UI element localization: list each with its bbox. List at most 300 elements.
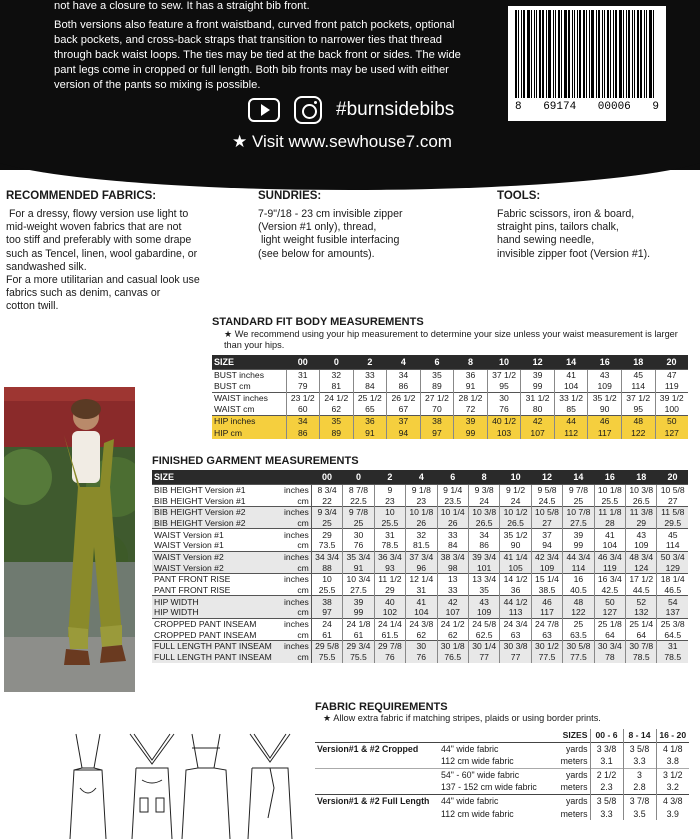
table-cell: 97: [420, 427, 454, 439]
sundries-line: 7-9"/18 - 23 cm invisible zipper: [258, 208, 403, 220]
sizes-header: SIZES: [562, 730, 588, 741]
table-cell: 44 3/4: [563, 551, 594, 562]
table-cell: 90: [500, 540, 531, 551]
table-cell: 50: [655, 415, 688, 427]
row-label: WAIST inches: [212, 392, 286, 404]
size-header-cell: 18: [621, 355, 655, 369]
table-cell: 45: [621, 369, 655, 381]
table-cell: 76.5: [437, 652, 468, 663]
table-cell: 3 3/8: [590, 742, 623, 755]
table-cell: 109: [531, 562, 562, 573]
barcode-bar: [518, 10, 519, 98]
table-row: [152, 506, 688, 517]
table-cell: 37: [387, 415, 421, 427]
table-cell: 37 3/4: [406, 551, 437, 562]
table-cell: 31: [657, 641, 688, 652]
table-cell: 77.5: [531, 652, 562, 663]
fabrics-line: too stiff and preferably with some drape: [6, 234, 192, 247]
table-cell: 10 1/8: [406, 506, 437, 517]
technical-flat-drawings: [60, 728, 310, 839]
barcode-bar: [632, 10, 633, 98]
table-cell: 99: [343, 607, 374, 618]
table-cell: 28 1/2: [454, 392, 488, 404]
table-cell: 9 5/8: [531, 484, 562, 495]
table-cell: 80: [521, 404, 555, 416]
youtube-icon[interactable]: [248, 98, 280, 122]
barcode-digit: 69174: [543, 101, 577, 113]
barcode-bar: [634, 10, 635, 98]
fabric-unit: meters: [560, 808, 588, 819]
row-label: WAIST Version #2: [152, 562, 282, 573]
table-row: [315, 794, 689, 807]
table-cell: 114: [657, 540, 688, 551]
table-cell: 30: [487, 392, 521, 404]
barcode-bar: [534, 10, 535, 98]
table-cell: 103: [487, 427, 521, 439]
table-cell: 28: [594, 518, 625, 529]
barcode-bar: [628, 10, 630, 98]
barcode-bar: [613, 10, 614, 98]
table-cell: 29: [374, 585, 405, 596]
row-label: CROPPED PANT INSEAM: [152, 618, 282, 629]
table-cell: 114: [563, 562, 594, 573]
barcode-bar: [515, 10, 517, 98]
table-row: [315, 781, 689, 794]
table-cell: 16: [563, 574, 594, 585]
table-cell: 11 1/2: [374, 574, 405, 585]
table-row: [152, 574, 688, 585]
table-cell: 29: [626, 518, 657, 529]
barcode-bar: [561, 10, 562, 98]
table-cell: 98: [437, 562, 468, 573]
body-measurements-note: ★ We recommend using your hip measurement to determine your size unless your waist measurement is larger than your hips.: [224, 329, 678, 350]
row-label: HIP inches: [212, 415, 286, 427]
table-cell: 109: [626, 540, 657, 551]
table-cell: 30: [406, 641, 437, 652]
row-label: WAIST Version #1: [154, 540, 224, 551]
barcode-bar: [583, 10, 585, 98]
version-label: [315, 755, 437, 768]
table-cell: 38: [420, 415, 454, 427]
intro-line: back pockets, and cross-back straps that transition to narrower ties that thread: [54, 34, 443, 46]
table-cell: 30 5/8: [563, 641, 594, 652]
table-cell: 30 1/8: [437, 641, 468, 652]
table-cell: 29 7/8: [374, 641, 405, 652]
table-cell: 23: [374, 495, 405, 506]
table-row: [152, 495, 688, 506]
table-cell: 3.9: [656, 807, 689, 820]
table-cell: 104: [406, 607, 437, 618]
table-cell: 10: [374, 506, 405, 517]
table-cell: 104: [554, 381, 588, 393]
row-unit: inches: [282, 506, 311, 517]
barcode-digit: 00006: [597, 101, 631, 113]
header-curve: [0, 150, 700, 190]
table-cell: 127: [594, 607, 625, 618]
barcode-digits: [515, 101, 659, 113]
table-cell: 63: [531, 629, 562, 640]
size-header-cell: 6: [437, 470, 468, 484]
tools-line: invisible zipper foot (Version #1).: [497, 247, 651, 260]
table-cell: 3.5: [623, 807, 656, 820]
table-cell: 107: [521, 427, 555, 439]
table-cell: 8 3/4: [311, 484, 342, 495]
table-cell: 89: [420, 381, 454, 393]
table-cell: 3.2: [656, 781, 689, 794]
table-cell: 137: [657, 607, 688, 618]
fabric-requirements-table: [315, 729, 689, 820]
size-header: SIZE: [152, 470, 311, 484]
table-cell: 117: [531, 607, 562, 618]
table-cell: 91: [343, 562, 374, 573]
barcode-bar: [615, 10, 617, 98]
barcode-bar: [596, 10, 597, 98]
table-cell: 72: [454, 404, 488, 416]
version-label: [315, 807, 437, 820]
table-row: [152, 518, 688, 529]
table-cell: 25: [563, 618, 594, 629]
table-cell: 48: [621, 415, 655, 427]
fabric-unit: meters: [560, 756, 588, 767]
table-cell: 84: [437, 540, 468, 551]
row-label: WAIST Version #2: [152, 551, 282, 562]
table-cell: 29: [311, 529, 342, 540]
table-row: [152, 652, 688, 663]
table-cell: 90: [588, 404, 622, 416]
table-cell: 22: [311, 495, 342, 506]
row-unit: inches: [282, 574, 311, 585]
table-cell: 38: [311, 596, 342, 607]
table-cell: 3 1/2: [656, 768, 689, 781]
size-header-cell: 14: [554, 355, 588, 369]
version-label: Version#1 & #2 Cropped: [315, 742, 437, 755]
table-row: [152, 551, 688, 562]
table-cell: 25.5: [594, 495, 625, 506]
table-cell: 41: [594, 529, 625, 540]
table-row: [315, 742, 689, 755]
fabrics-line: cotton twill.: [6, 300, 59, 313]
table-cell: 33: [437, 529, 468, 540]
sundries-title: SUNDRIES:: [258, 190, 322, 202]
size-range-header: 16 - 20: [656, 729, 689, 742]
table-cell: 35: [420, 369, 454, 381]
row-unit: cm: [282, 518, 311, 529]
table-cell: 62: [320, 404, 354, 416]
table-cell: 25 1/4: [626, 618, 657, 629]
table-cell: 43: [626, 529, 657, 540]
table-cell: 26.5: [500, 518, 531, 529]
table-cell: 47: [655, 369, 688, 381]
table-row: [152, 484, 688, 495]
table-cell: 127: [655, 427, 688, 439]
table-cell: 44: [554, 415, 588, 427]
sundries-line: light weight fusible interfacing: [258, 234, 400, 247]
finished-measurements-section: [152, 455, 692, 663]
table-cell: 46 3/4: [594, 551, 625, 562]
table-cell: 91: [454, 381, 488, 393]
table-cell: 81.5: [406, 540, 437, 551]
table-cell: 85: [554, 404, 588, 416]
table-cell: 23.5: [437, 495, 468, 506]
table-cell: 109: [588, 381, 622, 393]
table-cell: 64: [626, 629, 657, 640]
table-cell: 77: [468, 652, 499, 663]
barcode-bar: [619, 10, 622, 98]
tools-line: straight pins, tailors chalk,: [497, 221, 619, 234]
table-cell: 25.5: [374, 518, 405, 529]
size-header-cell: 6: [420, 355, 454, 369]
size-header-cell: 16: [588, 355, 622, 369]
intro-line: pant legs come in cropped or full length. Both bib fronts may be used with either: [54, 64, 449, 76]
intro-line: not have a closure to sew. It has a straight bib front.: [54, 0, 310, 12]
table-cell: 67: [387, 404, 421, 416]
table-row: [212, 415, 688, 427]
instagram-icon[interactable]: [294, 96, 322, 124]
size-header-cell: 8: [468, 470, 499, 484]
row-unit: cm: [282, 652, 311, 663]
table-row: [315, 768, 689, 781]
table-cell: 9 1/2: [500, 484, 531, 495]
table-cell: 64: [594, 629, 625, 640]
table-cell: 24 3/8: [406, 618, 437, 629]
table-cell: 11 1/8: [594, 506, 625, 517]
table-row: [212, 381, 688, 393]
table-row: [212, 392, 688, 404]
fabrics-line: For a dressy, flowy version use light to: [6, 208, 189, 220]
barcode-bar: [598, 10, 600, 98]
barcode-bar: [637, 10, 639, 98]
row-unit: cm: [282, 540, 311, 551]
barcode-bar: [640, 10, 642, 98]
table-cell: 3 5/8: [590, 794, 623, 807]
table-cell: 54: [657, 596, 688, 607]
table-cell: 3.3: [623, 755, 656, 768]
fabric-unit: yards: [554, 768, 590, 781]
table-cell: 11 5/8: [657, 506, 688, 517]
table-cell: 34: [387, 369, 421, 381]
table-cell: 23 1/2: [286, 392, 320, 404]
table-cell: 63: [500, 629, 531, 640]
table-cell: 61: [311, 629, 342, 640]
row-unit: inches: [282, 618, 311, 629]
size-header-cell: 12: [521, 355, 555, 369]
table-cell: 34: [468, 529, 499, 540]
table-row: [152, 540, 688, 551]
table-cell: 9 7/8: [343, 506, 374, 517]
row-unit: cm: [282, 629, 311, 640]
size-header-cell: 00: [286, 355, 320, 369]
table-cell: 24: [468, 495, 499, 506]
table-cell: 11 3/8: [626, 506, 657, 517]
table-cell: 124: [626, 562, 657, 573]
intro-text: [54, 0, 494, 93]
table-cell: 10: [311, 574, 342, 585]
table-cell: 27: [531, 518, 562, 529]
table-cell: 112: [554, 427, 588, 439]
table-cell: 26 1/2: [387, 392, 421, 404]
table-cell: 25: [563, 495, 594, 506]
table-cell: 62.5: [468, 629, 499, 640]
table-cell: 24.5: [531, 495, 562, 506]
hashtag-text: #burnsidebibs: [336, 99, 455, 120]
table-cell: 24 1/2: [437, 618, 468, 629]
table-cell: 99: [454, 427, 488, 439]
table-cell: 79: [286, 381, 320, 393]
table-cell: 99: [563, 540, 594, 551]
table-cell: 78: [594, 652, 625, 663]
table-cell: 9 3/8: [468, 484, 499, 495]
row-label: PANT FRONT RISE: [154, 585, 231, 596]
barcode-bar: [539, 10, 541, 98]
table-cell: 32: [320, 369, 354, 381]
table-cell: 44.5: [626, 585, 657, 596]
table-cell: 39 3/4: [468, 551, 499, 562]
fabric-requirements-section: [315, 701, 695, 820]
table-cell: 42 3/4: [531, 551, 562, 562]
sundries-section: [258, 190, 403, 261]
intro-line: Both versions also feature a front waistband, curved front patch pockets, optional: [54, 19, 455, 31]
table-cell: 107: [437, 607, 468, 618]
table-cell: 34: [286, 415, 320, 427]
table-cell: 119: [655, 381, 688, 393]
row-label: HIP cm: [212, 427, 286, 439]
table-cell: 27.5: [563, 518, 594, 529]
tools-title: TOOLS:: [497, 190, 541, 202]
table-cell: 12 1/4: [406, 574, 437, 585]
table-cell: 75.5: [343, 652, 374, 663]
table-cell: 132: [626, 607, 657, 618]
table-cell: 40.5: [563, 585, 594, 596]
table-cell: 114: [621, 381, 655, 393]
barcode-bar: [591, 10, 594, 98]
table-cell: 76: [374, 652, 405, 663]
intro-line: through back waist loops. The ties may be tied at the back front or sides. The wide: [54, 49, 461, 61]
row-unit: cm: [282, 495, 311, 506]
sundries-line: (see below for amounts).: [258, 247, 375, 260]
barcode-bar: [623, 10, 624, 98]
row-unit: inches: [282, 641, 311, 652]
visit-website-link[interactable]: ★ Visit www.sewhouse7.com: [232, 132, 452, 151]
barcode-bar: [574, 10, 575, 98]
table-cell: 30 7/8: [626, 641, 657, 652]
size-header-cell: 2: [353, 355, 387, 369]
table-cell: 3.8: [656, 755, 689, 768]
table-header-row: [315, 729, 689, 742]
row-unit: cm: [282, 607, 311, 618]
row-label: BIB HEIGHT Version #1: [152, 484, 282, 495]
sundries-line: (Version #1 only), thread,: [258, 221, 377, 234]
barcode-bar: [579, 10, 581, 98]
tools-body: [497, 208, 650, 261]
table-cell: 10 3/4: [343, 574, 374, 585]
table-cell: 29 3/4: [343, 641, 374, 652]
table-cell: 104: [594, 540, 625, 551]
table-cell: 91: [353, 427, 387, 439]
finished-measurements-table: [152, 470, 688, 663]
table-cell: 26: [406, 518, 437, 529]
table-cell: 13: [437, 574, 468, 585]
row-unit: inches: [282, 596, 311, 607]
table-cell: 3.3: [590, 807, 623, 820]
table-cell: 52: [626, 596, 657, 607]
table-cell: 97: [311, 607, 342, 618]
row-unit: inches: [282, 529, 311, 540]
table-cell: 31 1/2: [521, 392, 555, 404]
table-cell: 105: [500, 562, 531, 573]
version-label: [315, 768, 437, 781]
model-photo: [4, 387, 135, 692]
table-cell: 45: [657, 529, 688, 540]
table-cell: 25: [343, 518, 374, 529]
fabric-unit: meters: [560, 782, 588, 793]
table-cell: 3 5/8: [623, 742, 656, 755]
table-cell: 36 3/4: [374, 551, 405, 562]
table-cell: 24 5/8: [468, 618, 499, 629]
barcode-bar: [523, 10, 525, 98]
table-row: [152, 618, 688, 629]
size-header: SIZE: [212, 355, 286, 369]
table-cell: 89: [320, 427, 354, 439]
finished-measurements-title: FINISHED GARMENT MEASUREMENTS: [152, 455, 359, 467]
table-row: [152, 607, 688, 618]
table-cell: 26.5: [626, 495, 657, 506]
table-cell: 38 3/4: [437, 551, 468, 562]
barcode-bar: [568, 10, 570, 98]
table-cell: 95: [487, 381, 521, 393]
table-cell: 9 3/4: [311, 506, 342, 517]
table-cell: 76: [487, 404, 521, 416]
sundries-body: [258, 208, 403, 261]
barcode-bar: [602, 10, 603, 98]
table-cell: 38.5: [531, 585, 562, 596]
table-cell: 96: [406, 562, 437, 573]
fabrics-line: mid-weight woven fabrics that are not: [6, 221, 182, 234]
row-unit: cm: [282, 585, 311, 596]
table-cell: 39: [521, 369, 555, 381]
table-cell: 119: [594, 562, 625, 573]
table-cell: 35: [320, 415, 354, 427]
table-row: [152, 641, 688, 652]
table-cell: 24 7/8: [531, 618, 562, 629]
table-cell: 13 3/4: [468, 574, 499, 585]
table-cell: 43: [588, 369, 622, 381]
table-cell: 24: [311, 618, 342, 629]
barcode-bar: [531, 10, 532, 98]
barcode-bar: [564, 10, 567, 98]
table-cell: 109: [468, 607, 499, 618]
table-cell: 2 1/2: [590, 768, 623, 781]
table-row: [212, 369, 688, 381]
table-cell: 29 5/8: [311, 641, 342, 652]
fabric-width: 44" wide fabric: [437, 794, 554, 807]
table-cell: 2.3: [590, 781, 623, 794]
table-cell: 9 1/8: [406, 484, 437, 495]
intro-line: version of the pants so mixing is possible.: [54, 79, 261, 91]
table-cell: 26: [437, 518, 468, 529]
fabric-width: 44" wide fabric: [437, 742, 554, 755]
row-unit: inches: [282, 484, 311, 495]
barcode-bar: [546, 10, 547, 98]
table-cell: 24 1/8: [343, 618, 374, 629]
barcode-bar: [548, 10, 551, 98]
table-cell: 15 1/4: [531, 574, 562, 585]
barcode-digit: 8: [515, 101, 522, 113]
fabric-width: 137 - 152 cm wide fabric: [441, 782, 537, 793]
fabric-unit: yards: [554, 742, 590, 755]
table-cell: 62: [437, 629, 468, 640]
size-header-cell: 0: [343, 470, 374, 484]
table-cell: 10 1/8: [594, 484, 625, 495]
